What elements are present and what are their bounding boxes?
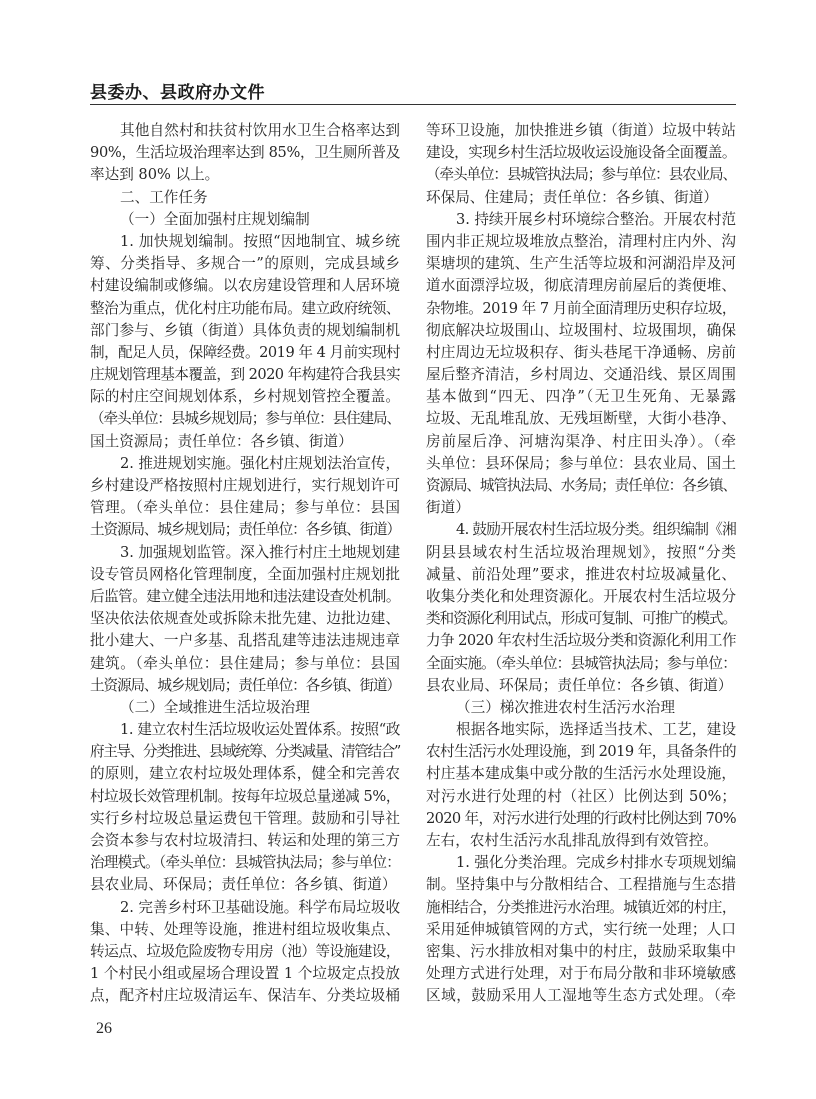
text-line: （一）全面加强村庄规划编制 <box>120 210 310 228</box>
text-line: （二）全域推进生活垃圾治理 <box>120 698 310 716</box>
text-line: 二、工作任务 <box>120 188 208 206</box>
text-line: 围内非正规垃圾堆放点整治，清理村庄内外、沟 <box>426 232 736 250</box>
paragraph <box>426 120 736 209</box>
text-line: 管理。（牵头单位：县住建局；参与单位：县国 <box>90 499 400 517</box>
header-divider <box>90 104 736 105</box>
text-line: 房前屋后净、河塘沟渠净、村庄田头净）。（牵 <box>426 432 736 450</box>
page-number: 26 <box>96 1020 112 1037</box>
text-line: 施相结合，分类推进污水治理。城镇近郊的村庄， <box>426 898 736 916</box>
text-line: 会资本参与农村垃圾清扫、转运和处理的第三方 <box>90 832 400 849</box>
paragraph <box>90 187 400 209</box>
paragraph <box>90 453 400 542</box>
text-line: 4. 鼓励开展农村生活垃圾分类。组织编制《湘 <box>456 521 736 539</box>
text-line: 点，配齐村庄垃圾清运车、保洁车、分类垃圾桶 <box>90 987 400 1005</box>
text-line: 集、中转、处理等设施，推进村组垃圾收集点、 <box>90 920 400 938</box>
text-line: 村庄周边无垃圾积存、街头巷尾干净通畅、房前 <box>426 343 736 361</box>
text-line: 头单位：县环保局；参与单位：县农业局、国土 <box>426 454 736 472</box>
text-line: 筹、分类指导、多规合一”的原则，完成县域乡 <box>90 255 400 273</box>
text-line: 采用延伸城镇管网的方式，实行统一处理；人口 <box>426 920 736 938</box>
right-column <box>426 120 736 1008</box>
paragraph <box>90 897 400 1008</box>
text-line: 县农业局、环保局；责任单位：各乡镇、街道） <box>90 876 397 894</box>
text-line: 阴县县域农村生活垃圾治理规划》，按照“分类 <box>426 543 736 561</box>
text-line: 3. 加强规划监管。深入推行村庄土地规划建 <box>120 543 400 561</box>
paragraph <box>426 719 736 852</box>
left-column <box>90 120 400 1008</box>
text-line: 其他自然村和扶贫村饮用水卫生合格率达到 <box>120 122 400 139</box>
text-line: 2. 完善乡村环卫基础设施。科学布局垃圾收 <box>120 898 400 916</box>
text-line: 1. 加快规划编制。按照“因地制宜、城乡统 <box>120 232 400 250</box>
text-line: 类和资源化利用试点，形成可复制、可推广的模式。 <box>426 610 736 628</box>
text-line: 乡村建设严格按照村庄规划进行，实行规划许可 <box>90 477 400 494</box>
text-line: 90%，生活垃圾治理率达到 85%，卫生厕所普及 <box>90 144 400 162</box>
text-line: 府主导、分类推进、县域统筹、分类减量、清管结合” <box>90 743 400 761</box>
text-line: 率达到 80% 以上。 <box>90 166 220 184</box>
text-line: 环保局、住建局；责任单位：各乡镇、街道） <box>426 188 718 206</box>
text-line: 资源局、城管执法局、水务局；责任单位：各乡镇、 <box>426 477 736 494</box>
paragraph <box>90 231 400 453</box>
text-line: 设专管员网格化管理制度，全面加强村庄规划批 <box>90 565 400 583</box>
text-line: 县农业局、环保局；责任单位：各乡镇、街道） <box>426 676 733 694</box>
text-line: 渠塘坝的建筑、生产生活等垃圾和河湖沿岸及河 <box>426 255 736 273</box>
text-line: 密集、污水排放相对集中的村庄，鼓励采取集中 <box>426 942 736 960</box>
text-line: 部门参与、乡镇（街道）具体负责的规划编制机 <box>90 321 400 339</box>
text-line: 等环卫设施，加快推进乡镇（街道）垃圾中转站 <box>426 122 736 139</box>
text-line: 国土资源局；责任单位：各乡镇、街道） <box>90 432 353 450</box>
text-line: （牵头单位：县城乡规划局；参与单位：县住建局、 <box>90 410 400 428</box>
text-line: 土资源局、城乡规划局；责任单位：各乡镇、街道） <box>90 676 400 694</box>
text-line: 制，配足人员，保障经费。2019 年 4 月前实现村 <box>90 343 400 361</box>
text-line: 垃圾、无乱堆乱放、无残垣断壁，大街小巷净、 <box>426 410 736 428</box>
text-line: 屋后整齐清洁，乡村周边、交通沿线、景区周围 <box>426 366 736 384</box>
paragraph <box>426 697 736 719</box>
text-line: 收集分类化和处理资源化。开展农村生活垃圾分 <box>426 587 736 605</box>
text-line: 根据各地实际，选择适当技术、工艺，建设 <box>456 721 736 739</box>
text-line: 区域，鼓励采用人工湿地等生态方式处理。（牵 <box>426 987 736 1005</box>
text-line: 左右，农村生活污水乱排乱放得到有效管控。 <box>426 832 718 849</box>
text-line: 建设，实现乡村生活垃圾收运设施设备全面覆盖。 <box>426 144 736 162</box>
text-line: 实行乡村垃圾总量运费包干管理。鼓励和引导社 <box>90 809 400 827</box>
text-line: 2020 年，对污水进行处理的行政村比例达到 70% <box>426 809 736 827</box>
paragraph <box>90 120 400 187</box>
text-line: 村建设编制或修编。以农房建设管理和人居环境 <box>90 277 400 295</box>
text-line: 3. 持续开展乡村环境综合整治。开展农村范 <box>456 210 736 228</box>
paragraph <box>426 209 736 520</box>
text-line: 制。坚持集中与分散相结合、工程措施与生态措 <box>426 876 736 894</box>
text-line: 力争 2020 年农村生活垃圾分类和资源化利用工作 <box>426 632 736 650</box>
text-line: 1 个村民小组或屋场合理设置 1 个垃圾定点投放 <box>90 965 400 983</box>
paragraph <box>90 542 400 697</box>
paragraph <box>90 209 400 231</box>
running-header-title: 县委办、县政府办文件 <box>90 83 265 103</box>
text-line: 批小建大、一户多基、乱搭乱建等违法违规违章 <box>90 632 400 650</box>
text-line: 彻底解决垃圾围山、垃圾围村、垃圾围坝，确保 <box>426 321 736 339</box>
text-line: 对污水进行处理的村（社区）比例达到 50%； <box>426 787 736 805</box>
text-line: 治理模式。（牵头单位：县城管执法局；参与单位： <box>90 854 400 872</box>
text-line: 道水面漂浮垃圾，彻底清理房前屋后的粪便堆、 <box>426 277 736 295</box>
paragraph <box>426 852 736 1007</box>
text-line: 的原则，建立农村垃圾处理体系，健全和完善农 <box>90 765 400 783</box>
paragraph <box>90 697 400 719</box>
text-line: 减量、前沿处理”要求，推进农村垃圾减量化、 <box>426 565 736 583</box>
text-line: （牵头单位：县城管执法局；参与单位：县农业局、 <box>426 166 736 184</box>
paragraph <box>426 519 736 697</box>
text-line: 土资源局、城乡规划局；责任单位：各乡镇、街道） <box>90 521 400 539</box>
text-line: 杂物堆。2019 年 7 月前全面清理历史积存垃圾， <box>426 299 736 317</box>
text-line: 街道） <box>426 499 470 517</box>
text-line: 全面实施。（牵头单位：县城管执法局；参与单位： <box>426 654 736 672</box>
text-line: 建筑。（牵头单位：县住建局；参与单位：县国 <box>90 654 400 672</box>
text-line: 际的村庄空间规划体系，乡村规划管控全覆盖。 <box>90 388 400 406</box>
text-line: 农村生活污水处理设施，到 2019 年，具备条件的 <box>426 743 736 761</box>
text-line: （三）梯次推进农村生活污水治理 <box>456 698 675 716</box>
text-line: 处理方式进行处理，对于布局分散和非环境敏感 <box>426 965 736 983</box>
text-line: 后监管。建立健全违法用地和违法建设查处机制。 <box>90 587 400 605</box>
paragraph <box>90 719 400 897</box>
text-line: 庄规划管理基本覆盖，到 2020 年构建符合我县实 <box>90 366 400 384</box>
text-line: 村垃圾长效管理机制。按每年垃圾总量递减 5%， <box>90 787 400 805</box>
text-line: 转运点、垃圾危险废物专用房（池）等设施建设， <box>90 942 400 960</box>
text-line: 整治为重点，优化村庄功能布局。建立政府统领、 <box>90 299 400 317</box>
text-line: 2. 推进规划实施。强化村庄规划法治宣传， <box>120 454 400 472</box>
text-line: 坚决依法依规查处或拆除未批先建、边批边建、 <box>90 610 400 628</box>
text-line: 1. 建立农村生活垃圾收运处置体系。按照“政 <box>120 721 400 739</box>
text-line: 基本做到“四无、四净”（无卫生死角、无暴露 <box>426 388 736 406</box>
text-line: 村庄基本建成集中或分散的生活污水处理设施， <box>426 765 736 783</box>
text-line: 1. 强化分类治理。完成乡村排水专项规划编 <box>456 854 736 872</box>
